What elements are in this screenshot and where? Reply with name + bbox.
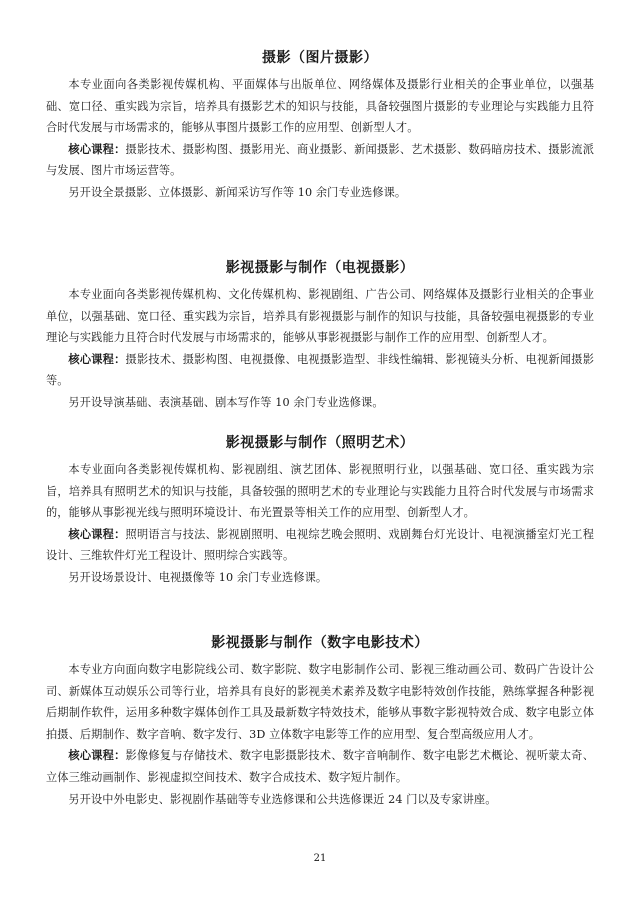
section-lighting-art bbox=[46, 433, 594, 589]
core-courses-label: 核心课程： bbox=[68, 527, 126, 541]
core-courses-text: 影像修复与存储技术、数字电影摄影技术、数字音响制作、数字电影艺术概论、视听蒙太奇、立体三维动画制作、影视虚拟空间技术、数字合成技术、数字短片制作。 bbox=[46, 749, 594, 784]
section-intro: 本专业面向各类影视传媒机构、平面媒体与出版单位、网络媒体及摄影行业相关的企事业单位，以强基础、宽口径、重实践为宗旨，培养具有摄影艺术的知识与技能，具备较强图片摄影的专业理论与实践能力且符合时代发展与市场需求的，能够从事图片摄影工作的应用型、创新型人才。 bbox=[46, 78, 594, 135]
electives: 另开设导演基础、表演基础、剧本写作等 10 余门专业选修课。 bbox=[68, 395, 384, 409]
core-courses bbox=[46, 524, 594, 567]
section-intro: 本专业面向各类影视传媒机构、文化传媒机构、影视剧组、广告公司、网络媒体及摄影行业相关的企事业单位，以强基础、宽口径、重实践为宗旨，培养具有影视摄影与制作的知识与技能，具备较强电视摄影的专业理论与实践能力且符合时代发展与市场需求的，能够从事影视摄影与制作工作的应用型、创新型人才。 bbox=[46, 288, 594, 345]
section-intro: 本专业方向面向数字电影院线公司、数字影院、数字电影制作公司、影视三维动画公司、数码广告设计公司、新媒体互动娱乐公司等行业，培养具有良好的影视美术素养及数字电影特效创作技能，熟练掌握各种影视后期制作软件，运用多种数字媒体创作工具及最新数字特效技术，能够从事数字影视特效合成、数字电影立体拍摄、后期制作、数字音响、数字发行、3D 立体数字电影等工作的应用型、复合型高级应用人才。 bbox=[46, 663, 594, 741]
page-number: 21 bbox=[313, 853, 327, 864]
core-courses bbox=[46, 745, 594, 788]
section-title: 影视摄影与制作（照明艺术） bbox=[225, 435, 415, 451]
electives: 另开设全景摄影、立体摄影、新闻采访写作等 10 余门专业选修课。 bbox=[68, 185, 407, 199]
core-courses-text: 摄影技术、摄影构图、电视摄像、电视摄影造型、非线性编辑、影视镜头分析、电视新闻摄影等。 bbox=[46, 352, 594, 388]
section-title: 影视摄影与制作（电视摄影） bbox=[225, 260, 415, 276]
section-tv-photography bbox=[46, 258, 594, 414]
core-courses-text: 摄影技术、摄影构图、摄影用光、商业摄影、新闻摄影、艺术摄影、数码暗房技术、摄影流派与发展、图片市场运营等。 bbox=[46, 142, 594, 178]
core-courses-text: 照明语言与技法、影视剧照明、电视综艺晚会照明、戏剧舞台灯光设计、电视演播室灯光工程设计、三维软件灯光工程设计、照明综合实践等。 bbox=[46, 527, 594, 563]
section-photography bbox=[46, 48, 594, 204]
section-intro: 本专业面向各类影视传媒机构、影视剧组、演艺团体、影视照明行业，以强基础、宽口径、重实践为宗旨，培养具有照明艺术的知识与技能，具备较强的照明艺术的专业理论与实践能力且符合时代发展与市场需求的，能够从事影视光线与照明环境设计、布光置景等相关工作的应用型、创新型人才。 bbox=[46, 463, 594, 520]
electives: 另开设场景设计、电视摄像等 10 余门专业选修课。 bbox=[68, 570, 328, 584]
core-courses-label: 核心课程： bbox=[68, 352, 126, 366]
section-title: 影视摄影与制作（数字电影技术） bbox=[211, 635, 429, 651]
core-courses-label: 核心课程： bbox=[68, 142, 126, 156]
core-courses bbox=[46, 139, 594, 182]
core-courses bbox=[46, 349, 594, 392]
electives: 另开设中外电影史、影视剧作基础等专业选修课和公共选修课近 24 门以及专家讲座。 bbox=[68, 792, 497, 806]
core-courses-label: 核心课程： bbox=[68, 749, 126, 763]
section-digital-film bbox=[46, 633, 594, 810]
section-title: 摄影（图片摄影） bbox=[262, 50, 378, 66]
